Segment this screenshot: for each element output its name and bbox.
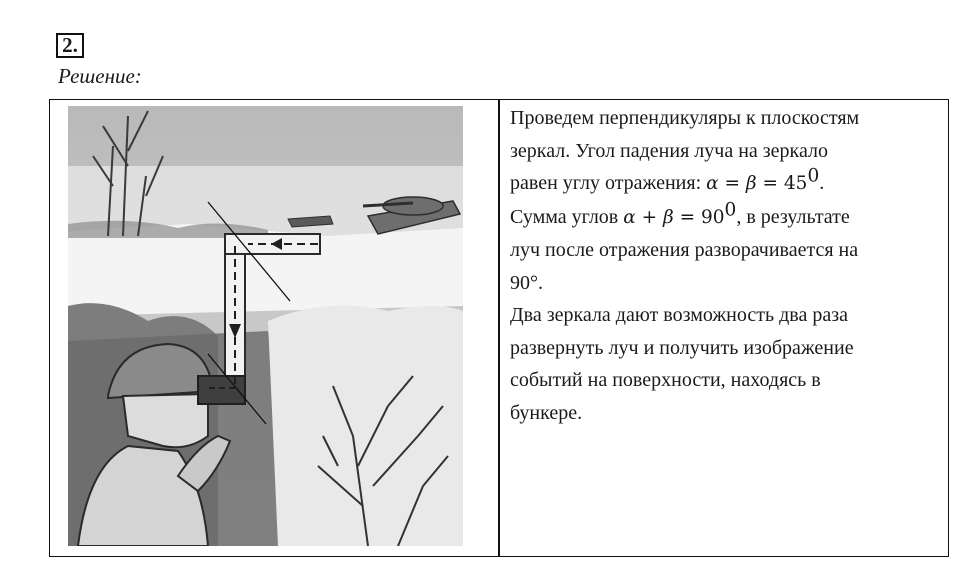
text-line: развернуть луч и получить изображение <box>510 336 854 359</box>
text-line: равен углу отражения: <box>510 172 707 194</box>
text-line: бункере. <box>510 401 583 424</box>
degree-superscript: 0 <box>807 165 820 187</box>
beta-symbol: β <box>663 206 674 228</box>
degree-superscript: 0 <box>724 198 737 220</box>
explanation-text <box>510 100 940 429</box>
explanation-paragraph-1 <box>510 102 940 299</box>
period: . <box>819 172 825 194</box>
angle-sum-value: = 90 <box>673 206 725 228</box>
equals-sign: = <box>718 173 746 194</box>
text-line: луч после отражения разворачивается на <box>510 239 859 261</box>
bush-ground <box>268 305 463 546</box>
text-line: Сумма углов <box>510 205 624 228</box>
text-line: , в результате <box>736 205 850 228</box>
periscope-illustration <box>68 106 463 546</box>
alpha-symbol: α <box>623 206 636 228</box>
text-line: Два зеркала дают возможность два раза <box>510 304 848 326</box>
text-line: 90°. <box>510 271 543 294</box>
table-divider <box>498 100 500 556</box>
text-line: Проведем перпендикуляры к плоскостям <box>510 107 860 129</box>
alpha-symbol: α <box>706 173 719 194</box>
beta-symbol: β <box>745 173 757 194</box>
text-line: зеркал. Угол падения луча на зеркало <box>510 139 829 162</box>
problem-number: 2. <box>56 33 84 58</box>
solution-table <box>49 99 949 557</box>
text-line: событий на поверхности, находясь в <box>510 369 821 391</box>
angle-value: = 45 <box>756 173 808 194</box>
explanation-paragraph-2 <box>510 299 940 429</box>
plus-sign: + <box>635 206 664 228</box>
solution-label: Решение: <box>58 64 142 88</box>
